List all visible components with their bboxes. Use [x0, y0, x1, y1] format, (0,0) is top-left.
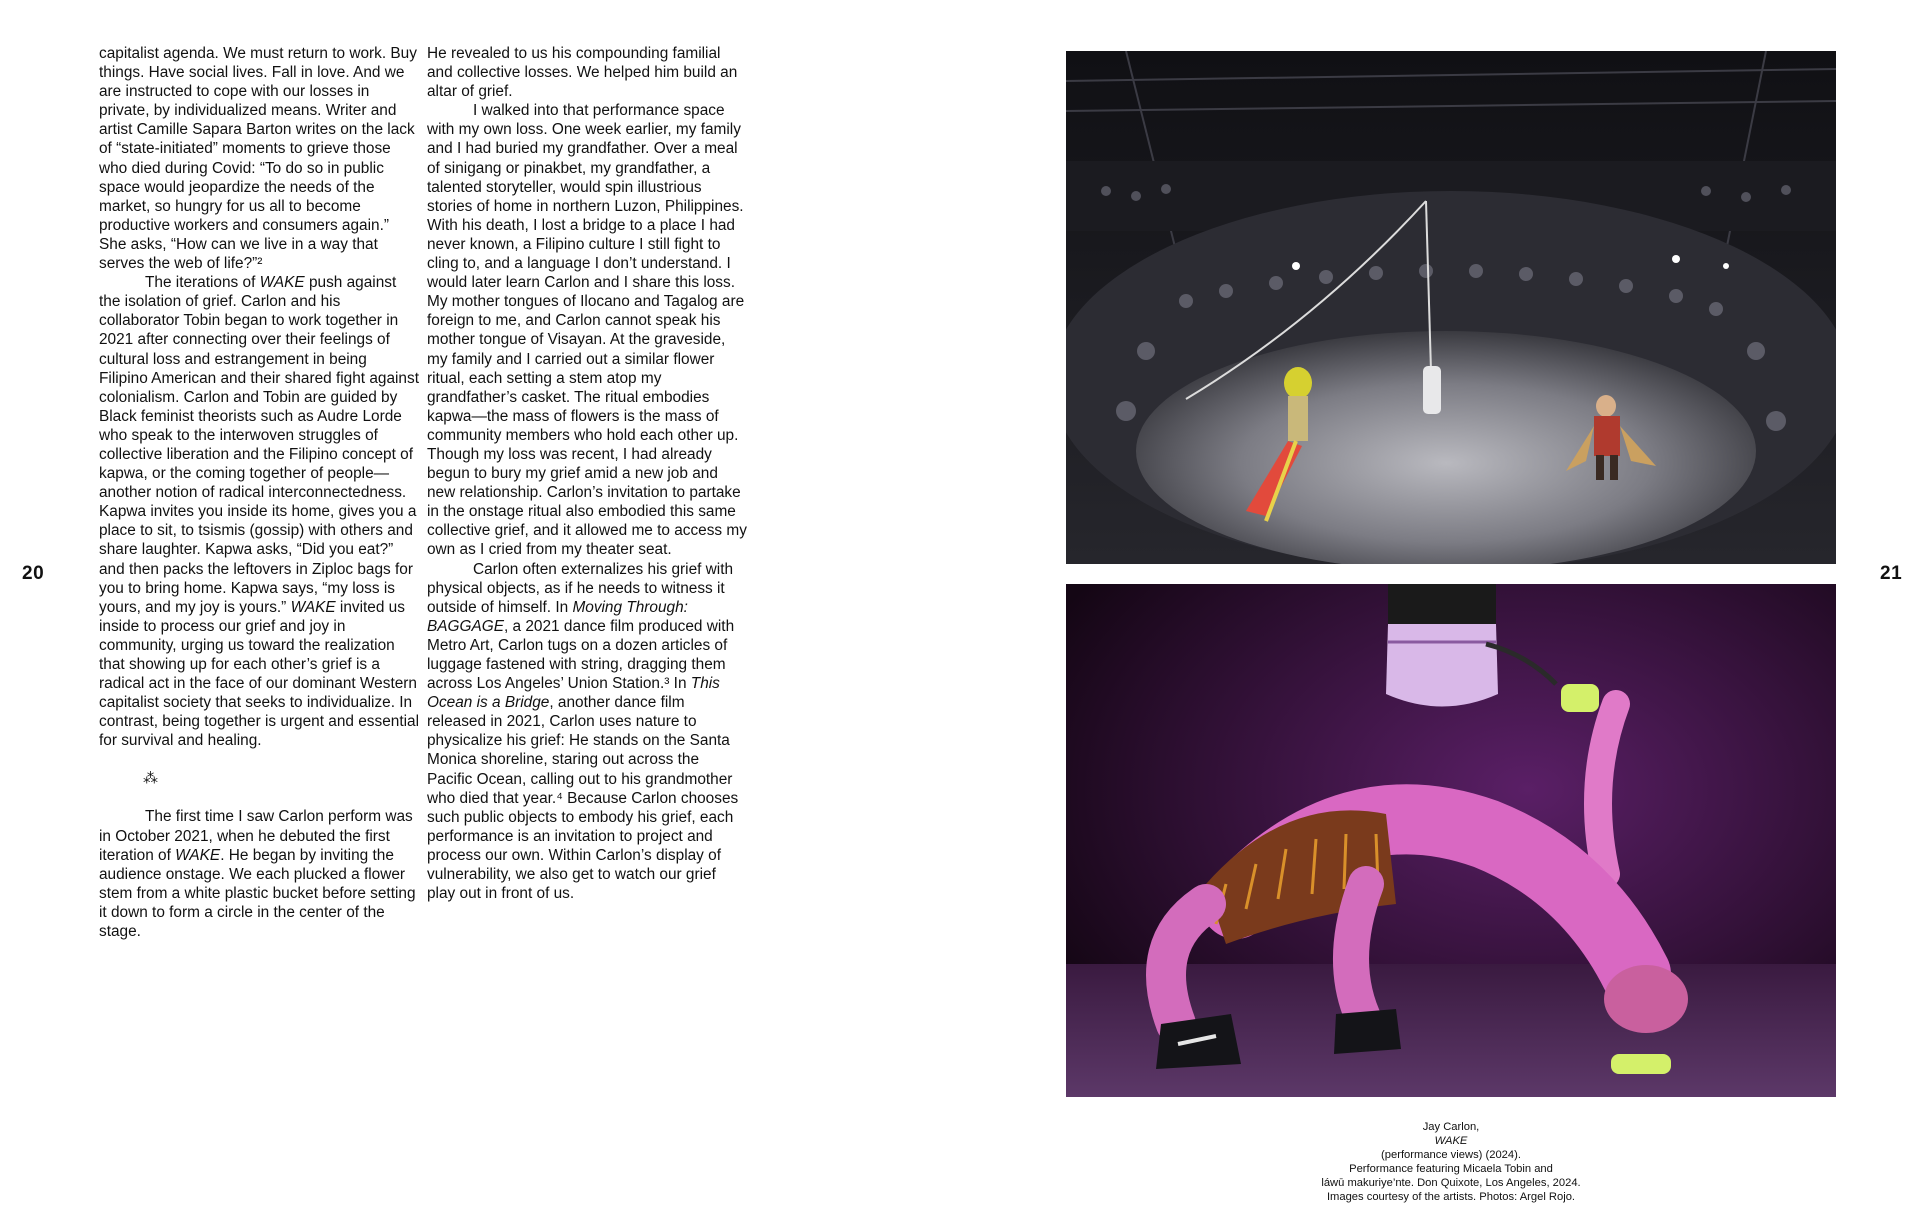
paragraph: The iterations of WAKE push against the isolation of grief. Carlon and his collaborator Tobin began to work together in 2021 after connecting over their feelings of cultural loss and estrangement in being Filipino American and their shared fight against colonialism. Carlon and Tobin are guided by Black feminist theorists such as Audre Lorde who speak to the interwoven struggles of collective liberation and the Filipino concept of kapwa, or the coming together of people—another notion of radical interconnectedness. Kapwa invites you inside its home, gives you a place to sit, to tsismis (gossip) with others and share laughter. Kapwa asks, “Did you eat?” and then packs the leftovers in Ziploc bags for you to bring home. Kapwa says, “my loss is yours, and my joy is yours.” WAKE invited us inside to process our grief and joy in community, urging us toward the realization that showing up for each other’s grief is a radical act in the face of our dominant Western capitalist society that seeks to individualize. In contrast, being together is urgent and essential for survival and healing. [99, 274, 419, 750]
paragraph: I walked into that performance space with my own loss. One week earlier, my family and I had buried my grandfather. Over a meal of sinigang or pinakbet, my grandfather, a talented storyteller, would spin illustrious stories of home in northern Luzon, Philippines. With his death, I lost a bridge to a place I had never known, a Filipino culture I still fight to cling to, and a language I don’t understand. I would later learn Carlon and I share this loss. My mother tongues of Ilocano and Tagalog are foreign to me, and Carlon cannot speak his mother tongue of Visayan. At the graveside, my family and I carried out a similar flower ritual, each setting a stem atop my grandfather’s casket. The ritual embodies kapwa—the mass of flowers is the mass of community members who hold each other up. Though my loss was recent, I had already begun to bury my grief amid a new job and new relationship. Carlon’s invitation to partake in the onstage ritual also embodied this same collective grief, and it allowed me to access my own as I cried from my theater seat. [427, 102, 747, 559]
backbend-photo-graphic [1066, 584, 1836, 1097]
section-separator: ⁂ [143, 770, 158, 788]
paragraph: He revealed to us his compounding familial and collective losses. We helped him build an altar of grief. [427, 45, 738, 101]
caption-line: láwū makuriye’nte. Don Quixote, Los Angeles, 2024. [1321, 1177, 1581, 1189]
photo-caption [1266, 1120, 1636, 1204]
stage-photo-graphic [1066, 51, 1836, 564]
work-title: This Ocean is a Bridge [427, 675, 720, 712]
work-title: WAKE [259, 274, 305, 292]
page-number-right: 21 [1880, 563, 1903, 584]
paragraph: capitalist agenda. We must return to work. Buy things. Have social lives. Fall in love. And we are instructed to cope with our losses in private, by individualized means. Writer and artist Camille Sapara Barton writes on the lack of “state-initiated” moments to grieve those who died during Covid: “To do so in public space would jeopardize the needs of the market, so hungry for us all to become productive workers and consumers again.” She asks, “How can we live in a way that serves the web of life?”² [99, 45, 417, 273]
paragraph: The first time I saw Carlon perform was in October 2021, when he debuted the first iteration of WAKE. He began by inviting the audience onstage. We each plucked a flower stem from a white plastic bucket before setting it down to form a circle in the center of the stage. [99, 808, 416, 941]
page-number-left: 20 [22, 563, 45, 584]
work-title: WAKE [290, 598, 336, 616]
work-title: WAKE [175, 846, 221, 864]
work-title: Moving Through: BAGGAGE [427, 598, 688, 635]
performance-photo-backbend [1066, 584, 1836, 1097]
caption-line: Jay Carlon, WAKE (performance views) (2024). [1381, 1121, 1521, 1161]
performance-photo-stage-view [1066, 51, 1836, 564]
caption-line: Images courtesy of the artists. Photos: Argel Rojo. [1326, 1191, 1576, 1203]
caption-line: Performance featuring Micaela Tobin and [1349, 1163, 1553, 1175]
paragraph: Carlon often externalizes his grief with physical objects, as if he needs to witness it outside of himself. In Moving Through: BAGGAGE, a 2021 dance film produced with Metro Art, Carlon tugs on a dozen articles of luggage fastened with string, dragging them across Los Angeles’ Union Station.³ In This Ocean is a Bridge, another dance film released in 2021, Carlon uses nature to physicalize his grief: He stands on the Santa Monica shoreline, staring out across the Pacific Ocean, calling out to his grandmother who died that year.⁴ Because Carlon chooses such public objects to embody his grief, each performance is an invitation to project and process our own. Within Carlon’s display of vulnerability, we also get to watch our grief play out in front of us. [427, 560, 739, 903]
text-column-two [427, 44, 747, 903]
text-column-one [99, 44, 419, 941]
